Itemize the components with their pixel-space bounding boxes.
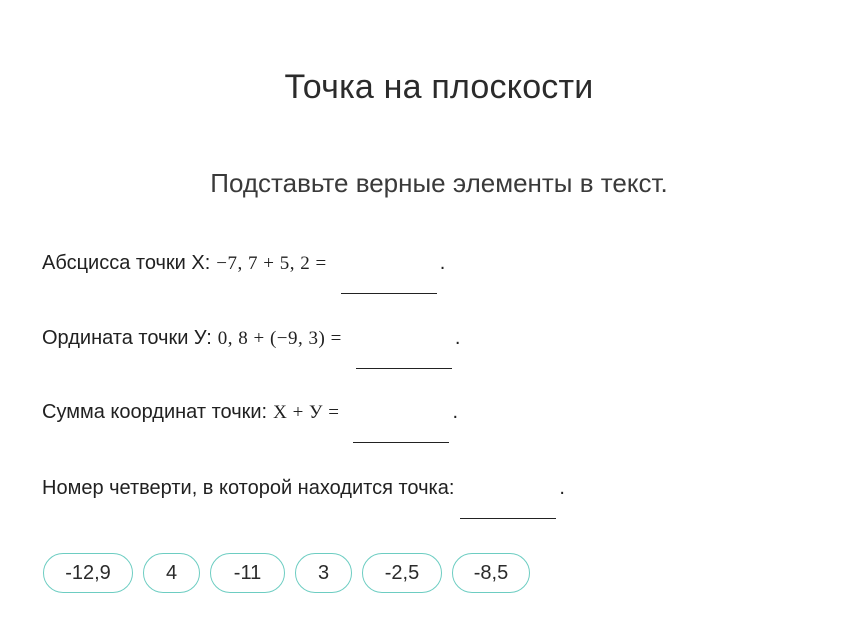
question-abscissa <box>42 252 445 275</box>
question-label: Ордината точки У: <box>42 327 212 349</box>
answer-options <box>43 553 530 593</box>
question-quadrant <box>42 477 565 500</box>
math-expression: X + У = <box>273 402 340 423</box>
sentence-period: . <box>439 252 446 274</box>
option-chip[interactable]: 4 <box>143 553 200 593</box>
sentence-period: . <box>559 477 565 499</box>
sentence-period: . <box>454 327 461 349</box>
option-chip[interactable]: -11 <box>210 553 285 593</box>
answer-drop-slot[interactable] <box>353 441 449 443</box>
question-coordinate-sum <box>42 401 458 424</box>
sentence-period: . <box>452 401 459 423</box>
question-ordinate <box>42 327 460 350</box>
math-expression: 0, 8 + (−9, 3) = <box>217 328 342 349</box>
question-label: Абсцисса точки X: <box>42 252 211 274</box>
math-expression: −7, 7 + 5, 2 = <box>216 253 327 274</box>
answer-drop-slot[interactable] <box>460 517 556 519</box>
option-chip[interactable]: -2,5 <box>362 553 442 593</box>
question-label: Сумма координат точки: <box>42 401 268 423</box>
task-instruction: Подставьте верные элементы в текст. <box>210 168 668 198</box>
answer-drop-slot[interactable] <box>341 292 437 294</box>
page-title: Точка на плоскости <box>284 68 594 106</box>
answer-drop-slot[interactable] <box>356 367 452 369</box>
question-label: Номер четверти, в которой находится точка: <box>42 477 455 499</box>
option-chip[interactable]: -8,5 <box>452 553 530 593</box>
option-chip[interactable]: 3 <box>295 553 352 593</box>
option-chip[interactable]: -12,9 <box>43 553 133 593</box>
